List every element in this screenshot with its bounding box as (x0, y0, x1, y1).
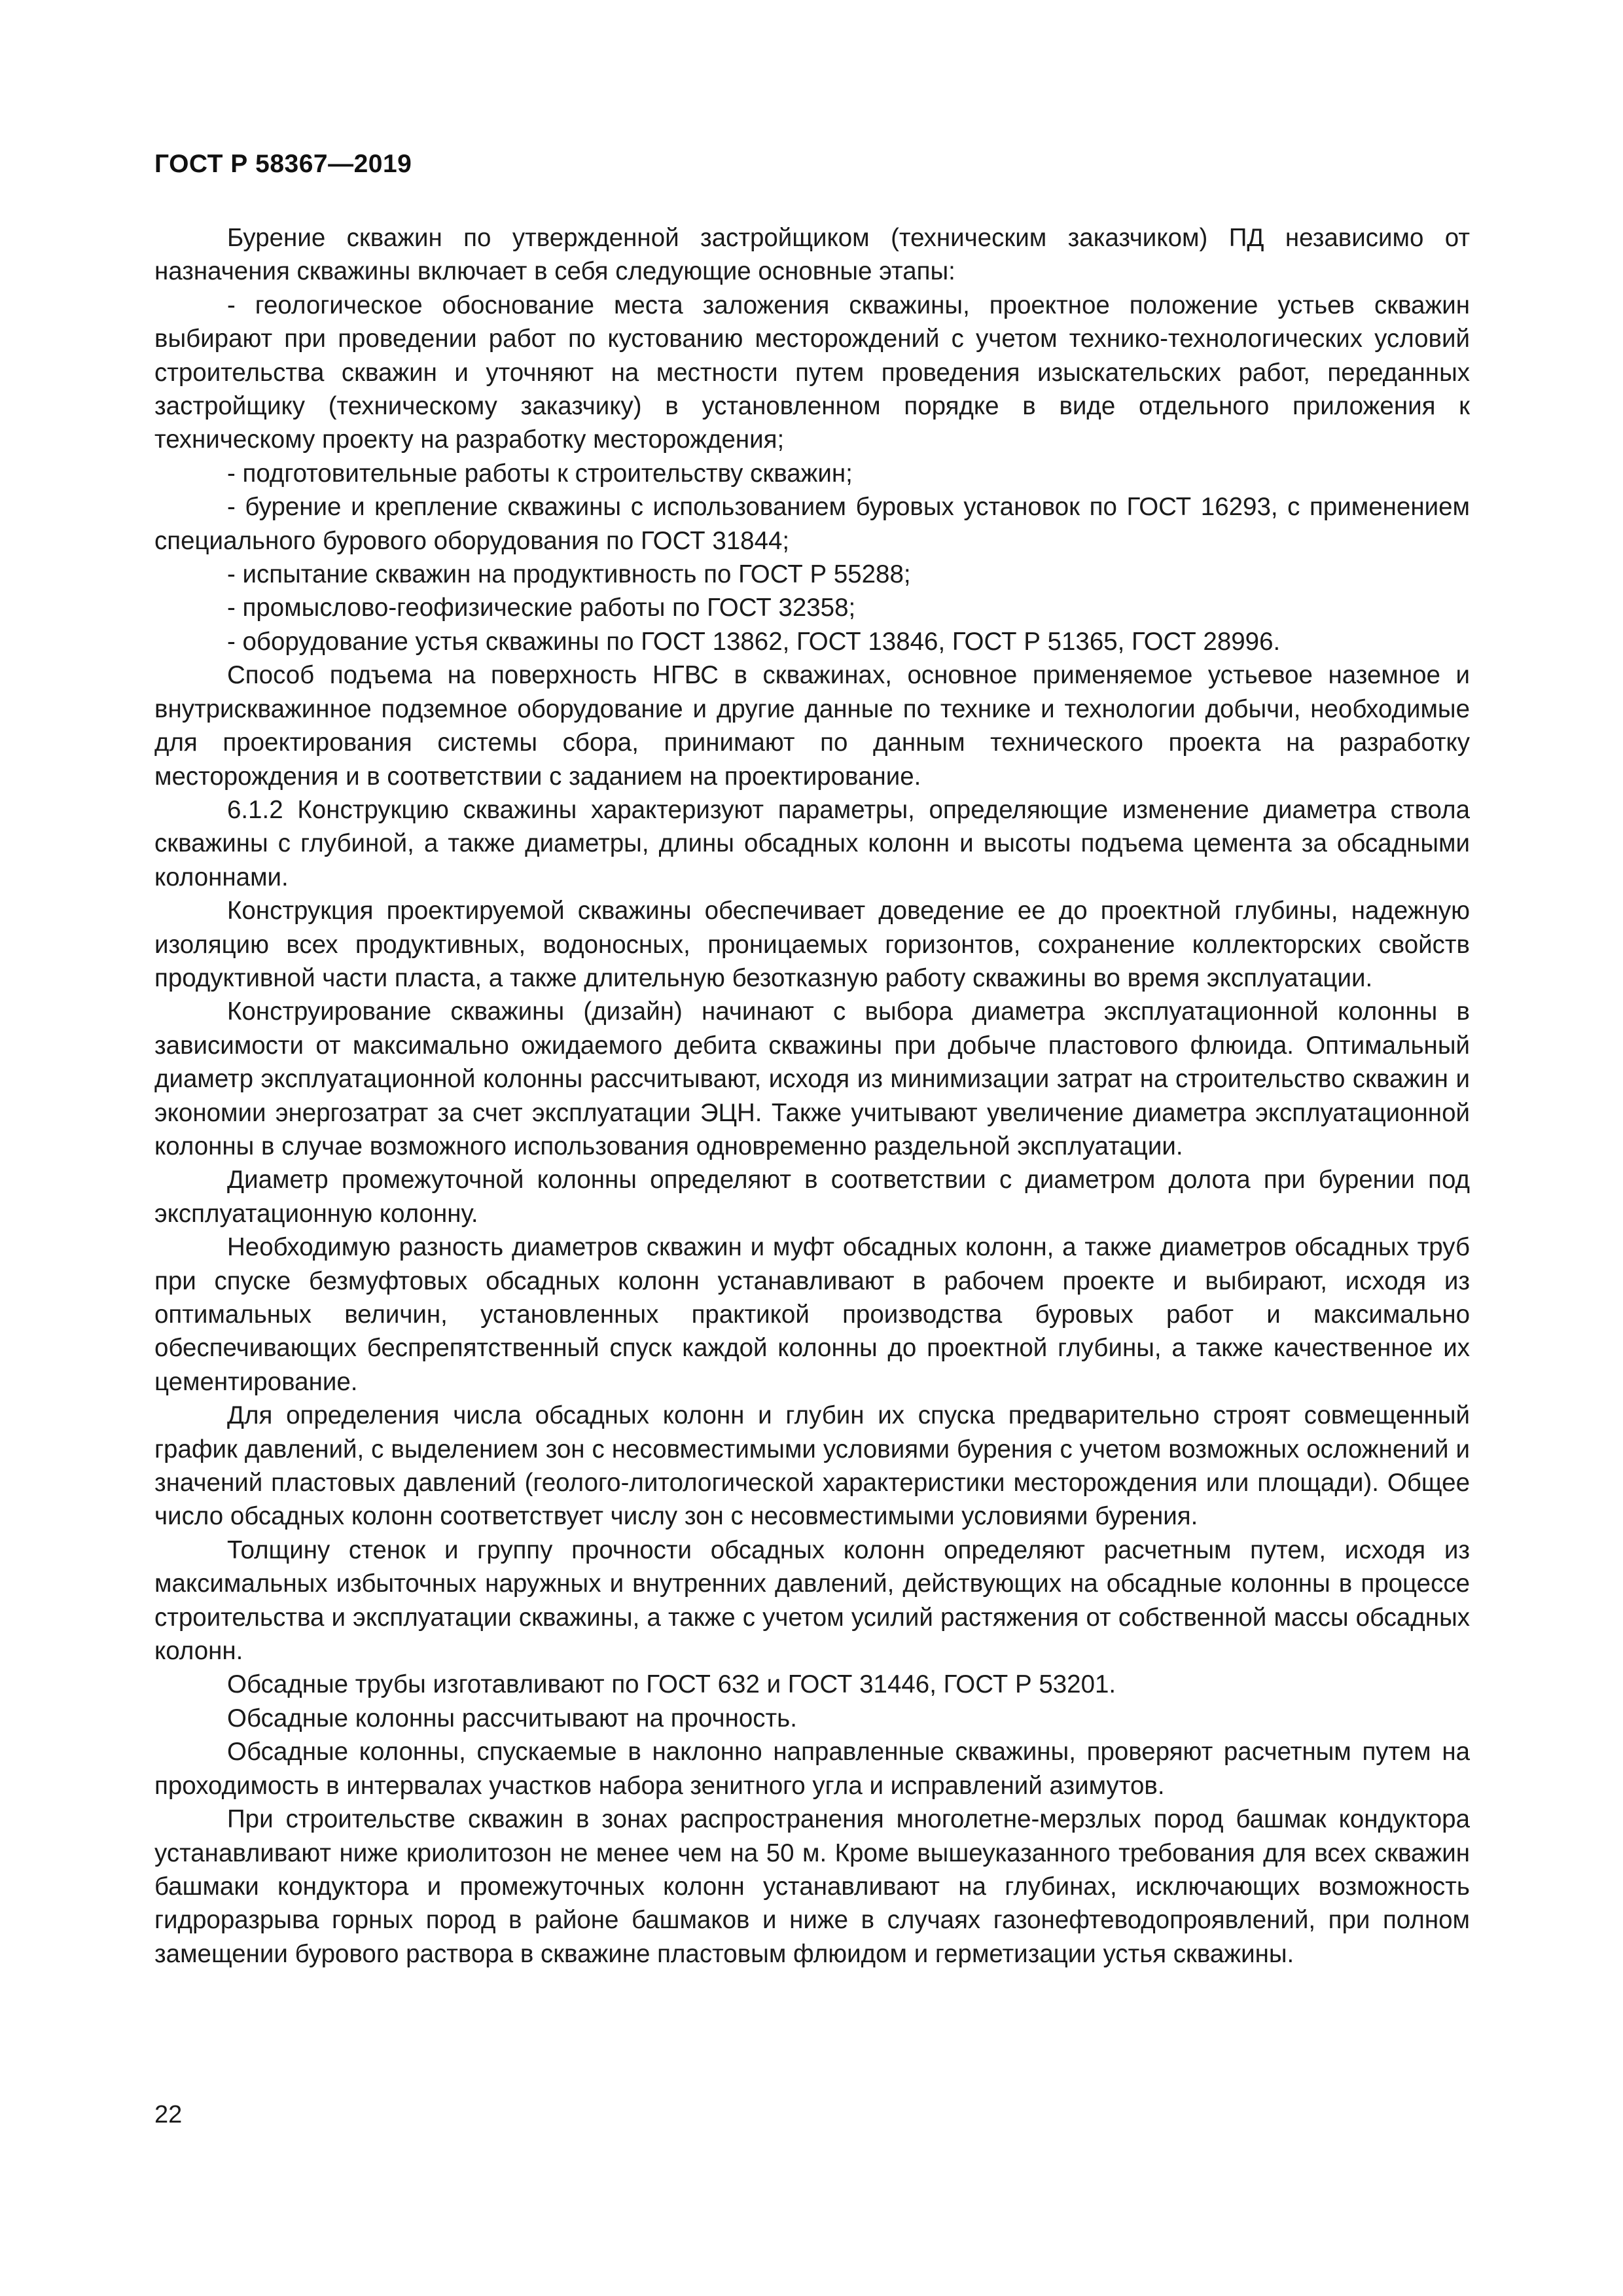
paragraph: Толщину стенок и группу прочности обсадных колонн определяют расчетным путем, исходя из максимальных избыточных наружных и внутренних давлений, действующих на обсадные колонны в процессе строительства и эксплуатации скважины, а также с учетом усилий растяжения от собственной массы обсадных колонн. (154, 1535, 1470, 1666)
paragraph: Обсадные колонны, спускаемые в наклонно направленные скважины, проверяют расчетным путем на проходимость в интервалах участков набора зенитного угла и исправлений азимутов. (154, 1738, 1470, 1800)
document-header: ГОСТ Р 58367—2019 (154, 150, 412, 178)
paragraph: Диаметр промежуточной колонны определяют в соответствии с диаметром долота при бурении под эксплуатационную колонну. (154, 1166, 1470, 1228)
document-body (154, 221, 1470, 1971)
paragraph: Конструкция проектируемой скважины обеспечивает доведение ее до проектной глубины, надежную изоляцию всех продуктивных, водоносных, проницаемых горизонтов, сохранение коллекторских свойств продуктивной части пласта, а также длительную безотказную работу скважины во время эксплуатации. (154, 897, 1470, 992)
list-item: - промыслово-геофизические работы по ГОСТ 32358; (227, 594, 856, 622)
paragraph: Для определения числа обсадных колонн и глубин их спуска предварительно строят совмещенный график давлений, с выделением зон с несовместимыми условиями бурения с учетом возможных осложнений и значений пластовых давлений (геолого-литологической характеристики месторождения или площади). Общее число обсадных колонн соответствует числу зон с несовместимыми условиями бурения. (154, 1401, 1470, 1531)
paragraph: Необходимую разность диаметров скважин и муфт обсадных колонн, а также диаметров обсадных труб при спуске безмуфтовых обсадных колонн устанавливают в рабочем проекте и выбирают, исходя из оптимальных величин, установленных практикой производства буровых работ и максимально обеспечивающих беспрепятственный спуск каждой колонны до проектной глубины, а также качественное их цементирование. (154, 1233, 1470, 1396)
list-item: - оборудование устья скважины по ГОСТ 13862, ГОСТ 13846, ГОСТ Р 51365, ГОСТ 28996. (227, 627, 1281, 656)
list-item: - подготовительные работы к строительству скважин; (227, 459, 853, 488)
page-number: 22 (154, 2101, 183, 2128)
paragraph: Конструирование скважины (дизайн) начинают с выбора диаметра эксплуатационной колонны в зависимости от максимально ожидаемого дебита скважины при добыче пластового флюида. Оптимальный диаметр эксплуатационной колонны рассчитывают, исходя из минимизации затрат на строительство скважин и экономии энергозатрат за счет эксплуатации ЭЦН. Также учитывают увеличение диаметра эксплуатационной колонны в случае возможного использования одновременно раздельной эксплуатации. (154, 997, 1470, 1160)
list-item: - испытание скважин на продуктивность по ГОСТ Р 55288; (227, 560, 911, 589)
paragraph: 6.1.2 Конструкцию скважины характеризуют параметры, определяющие изменение диаметра ствола скважины с глубиной, а также диаметры, длины обсадных колонн и высоты подъема цемента за обсадными колоннами. (154, 795, 1470, 891)
list-item: - геологическое обоснование места заложения скважины, проектное положение устьев скважин выбирают при проведении работ по кустованию месторождений с учетом технико-технологических условий строительства скважин и уточняют на местности путем проведения изыскательских работ, переданных застройщику (техническому заказчику) в установленном порядке в виде отдельного приложения к техническому проекту на разработку месторождения; (154, 291, 1470, 454)
list-item: - бурение и крепление скважины с использованием буровых установок по ГОСТ 16293, с применением специального бурового оборудования по ГОСТ 31844; (154, 493, 1470, 555)
paragraph: Способ подъема на поверхность НГВС в скважинах, основное применяемое устьевое наземное и внутрискважинное подземное оборудование и другие данные по технике и технологии добычи, необходимые для проектирования системы сбора, принимают по данным технического проекта на разработку месторождения и в соответствии с заданием на проектирование. (154, 661, 1470, 791)
paragraph: Обсадные трубы изготавливают по ГОСТ 632 и ГОСТ 31446, ГОСТ Р 53201. (227, 1670, 1116, 1699)
paragraph: Обсадные колонны рассчитывают на прочность. (227, 1704, 797, 1732)
paragraph: При строительстве скважин в зонах распространения многолетне-мерзлых пород башмак кондуктора устанавливают ниже криолитозон не менее чем на 50 м. Кроме вышеуказанного требования для всех скважин башмаки кондуктора и промежуточных колонн устанавливают на глубинах, исключающих возможность гидроразрыва горных пород в районе башмаков и ниже в случаях газонефтеводопроявлений, при полном замещении бурового раствора в скважине пластовым флюидом и герметизации устья скважины. (154, 1805, 1470, 1968)
paragraph: Бурение скважин по утвержденной застройщиком (техническим заказчиком) ПД независимо от назначения скважины включает в себя следующие основные этапы: (154, 224, 1470, 286)
